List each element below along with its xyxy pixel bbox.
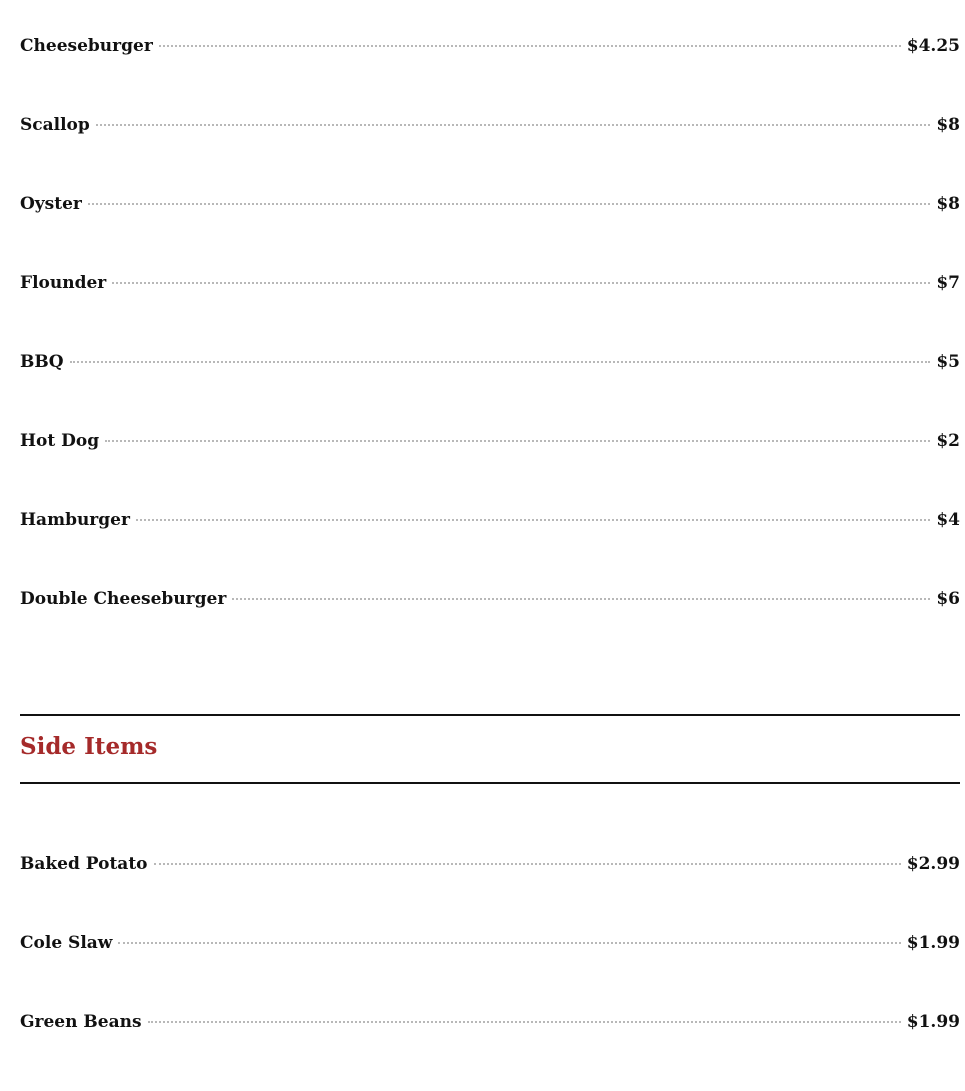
menu-item-price: $2.99 [906, 854, 960, 874]
menu-item-name: Green Beans [20, 1012, 142, 1032]
menu-item [20, 925, 960, 1004]
menu-item-name: Cole Slaw [20, 933, 113, 953]
menu-item [20, 344, 960, 423]
menu-item-name: Hamburger [20, 510, 130, 530]
menu-item [20, 581, 960, 660]
dot-leader [136, 519, 930, 521]
dot-leader [105, 440, 930, 442]
menu-item-price: $6 [936, 589, 960, 609]
dot-leader [148, 1021, 901, 1023]
dot-leader [159, 45, 901, 47]
side-items-list [20, 846, 960, 1083]
menu-item [20, 423, 960, 502]
menu-item-price: $4 [936, 510, 960, 530]
dot-leader [112, 282, 930, 284]
menu-item-name: Hot Dog [20, 431, 100, 451]
menu-item-name: Oyster [20, 194, 82, 214]
menu-item [20, 846, 960, 925]
menu-item-name: Double Cheeseburger [20, 589, 227, 609]
menu-item-price: $5 [936, 352, 960, 372]
menu-item [20, 186, 960, 265]
dot-leader [96, 124, 931, 126]
menu-item-name: BBQ [20, 352, 64, 372]
menu-item-name: Baked Potato [20, 854, 148, 874]
menu-item-price: $1.99 [906, 1012, 960, 1032]
menu-item [20, 502, 960, 581]
menu-item-price: $8 [936, 194, 960, 214]
main-menu-list [20, 28, 960, 660]
section-title: Side Items [20, 733, 158, 760]
menu-item-name: Cheeseburger [20, 36, 153, 56]
dot-leader [154, 863, 901, 865]
side-items-header [20, 714, 960, 784]
menu-item-name: Flounder [20, 273, 107, 293]
menu-item-price: $2 [936, 431, 960, 451]
dot-leader [70, 361, 931, 363]
dot-leader [118, 942, 900, 944]
dot-leader [88, 203, 930, 205]
dot-leader [232, 598, 930, 600]
menu-item [20, 265, 960, 344]
menu-item [20, 1004, 960, 1083]
menu-item-price: $4.25 [906, 36, 960, 56]
menu-item [20, 28, 960, 107]
menu-item-price: $8 [936, 115, 960, 135]
menu-item-name: Scallop [20, 115, 90, 135]
menu-item-price: $1.99 [906, 933, 960, 953]
menu-item [20, 107, 960, 186]
menu-item-price: $7 [936, 273, 960, 293]
